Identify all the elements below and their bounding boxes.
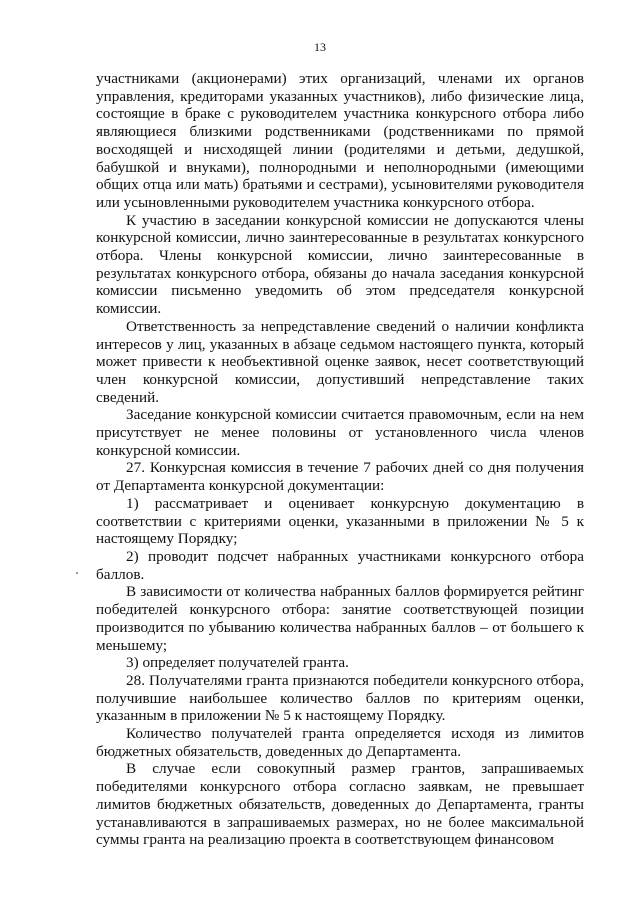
paragraph: Ответственность за непредставление сведений о наличии конфликта интересов у лиц, указанных в абзаце седьмом настоящего пункта, который может привести к необъективной оценке заявок, несет соответствующий член конкурсной комиссии, допустивший непредставление таких сведений. <box>96 317 584 406</box>
list-item-paragraph: 3) определяет получателей гранта. <box>126 654 349 672</box>
paragraph: 28. Получателями гранта признаются победители конкурсного отбора, получившие наибольшее количество баллов по критериям оценки, указанным в приложении № 5 к настоящему Порядку. <box>96 671 584 725</box>
page-number: 13 <box>314 40 326 54</box>
paragraph: К участию в заседании конкурсной комиссии не допускаются члены конкурсной комиссии, лично заинтересованные в результатах конкурсного отбора. Члены конкурсной комиссии, лично заинтересованные в результатах конкурсного отбора, обязаны до начала заседания конкурсной комиссии письменно уведомить об этом председателя конкурсной комиссии. <box>96 211 584 318</box>
paragraph: Количество получателей гранта определяется исходя из лимитов бюджетных обязательств, доведенных до Департамента. <box>96 725 584 760</box>
paragraph: В случае если совокупный размер грантов, запрашиваемых победителями конкурсного отбора согласно заявкам, не превышает лимитов бюджетных обязательств, доведенных до Департамента, гранты устанавливаются в запрашиваемых размерах, но не более максимальной суммы гранта на реализацию проекта в соответствующем финансовом <box>96 760 584 849</box>
list-item-paragraph: 1) рассматривает и оценивает конкурсную документацию в соответствии с критериями оценки, указанными в приложении № 5 к настоящему Порядку; <box>96 494 584 548</box>
paragraph: 27. Конкурсная комиссия в течение 7 рабочих дней со дня получения от Департамента конкурсной документации: <box>96 459 584 495</box>
paragraph: В зависимости от количества набранных баллов формируется рейтинг победителей конкурсного отбора: занятие соответствующей позиции производится по убыванию количества набранных баллов – от большего к меньшему; <box>96 583 584 654</box>
paragraph: Заседание конкурсной комиссии считается правомочным, если на нем присутствует не менее половины от установленного числа членов конкурсной комиссии. <box>96 406 584 459</box>
list-item-paragraph: 2) проводит подсчет набранных участниками конкурсного отбора баллов. <box>96 547 584 583</box>
document-body <box>96 70 584 849</box>
paragraph: участниками (акционерами) этих организаций, членами их органов управления, кредиторами указанных участников), либо физические лица, состоящие в браке с руководителем участника конкурсного отбора либо являющиеся близкими родственниками (родственниками по прямой восходящей и нисходящей линии (родителями и детьми, дедушкой, бабушкой и внуками), полнородными и неполнородными (имеющими общих отца или мать) братьями и сестрами), усыновителями руководителя или усыновленными руководителем участника конкурсного отбора. <box>96 70 584 211</box>
scan-speck <box>76 572 78 574</box>
